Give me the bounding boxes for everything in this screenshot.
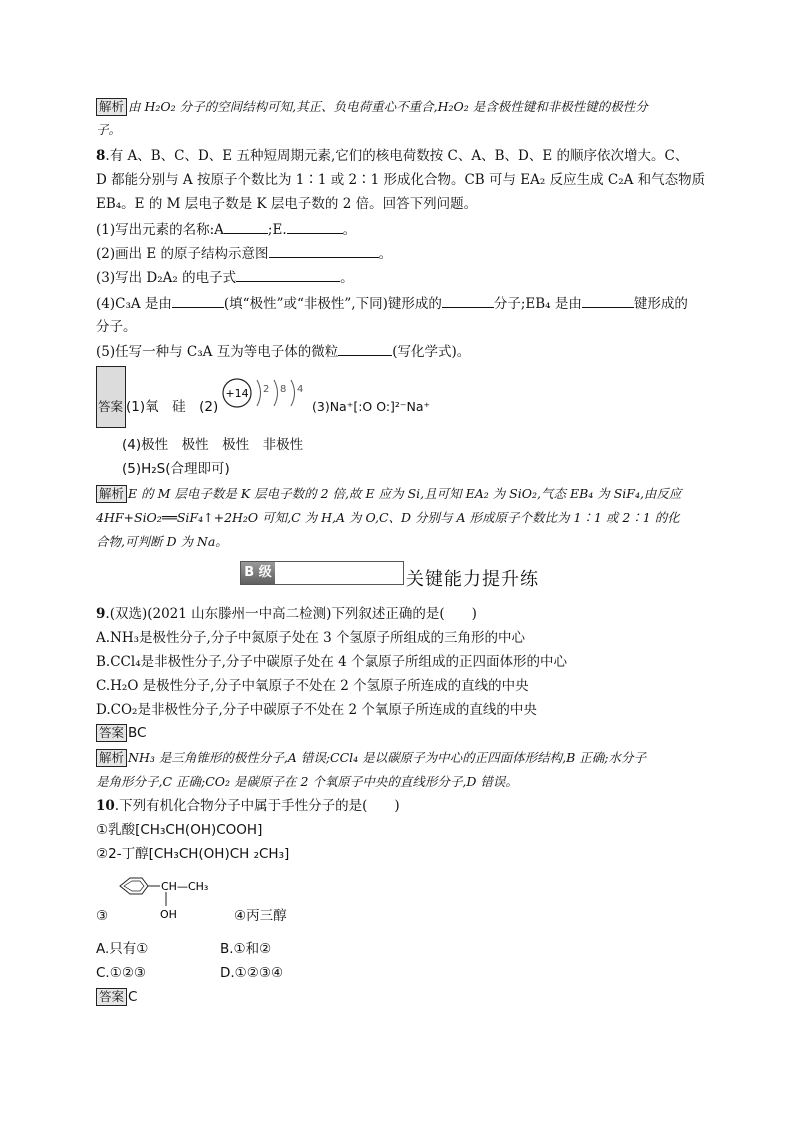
answer-tag: 答案 (98, 399, 124, 414)
answer-blank[interactable] (442, 294, 494, 308)
q10-option-d[interactable]: D.①②③④ (220, 965, 284, 981)
analysis-tag: 解析 (96, 749, 127, 767)
section-title: 关键能力提升练 (406, 569, 539, 590)
q8-sub3-b: 。 (340, 270, 354, 286)
answer-blank[interactable] (236, 268, 340, 282)
q10-answer (96, 988, 137, 1006)
shell-electrons: 8 (280, 384, 287, 395)
analysis-tag: 解析 (96, 98, 127, 116)
q9-option-c[interactable]: C.H₂O 是极性分子,分子中氧原子不处在 2 个氢原子所连成的直线的中央 (96, 678, 529, 694)
struct-ch: CH—CH₃ (161, 880, 209, 893)
answer-tag-box (96, 366, 126, 428)
q8-sub2-a: (2)画出 E 的原子结构示意图 (96, 246, 269, 262)
analysis-text: 由 H₂O₂ 分子的空间结构可知,其正、负电荷重心不重合,H₂O₂ 是含极性键和非极性键的极性分 (128, 99, 648, 114)
q8-sub5-a: (5)任写一种与 C₃A 互为等电子体的微粒 (96, 344, 339, 360)
q10-stem-text: .下列有机化合物分子中属于手性分子的是( ) (114, 798, 400, 814)
answer-blank[interactable] (224, 220, 268, 234)
structure-formula-3 (110, 872, 220, 922)
q7-analysis-cont: 子。 (96, 122, 122, 137)
q8-sub2 (96, 244, 392, 263)
q10-item-2: ②2-丁醇[CH₃CH(OH)CH ₂CH₃] (96, 846, 290, 862)
shell-electrons: 4 (297, 384, 304, 395)
q8-analysis-line3: 合物,可判断 D 为 Na。 (96, 534, 228, 549)
q8-sub4 (96, 294, 688, 313)
q8-sub5 (96, 342, 470, 361)
q8-analysis-line2: 4HF+SiO₂══SiF₄↑+2H₂O 可知,C 为 H,A 为 O,C、D 分别与 A 形成原子个数比为 1∶1 或 2∶1 的化 (96, 510, 680, 525)
q10-item-3-label: ③ (96, 908, 109, 924)
q9-option-a[interactable]: A.NH₃是极性分子,分子中氮原子处在 3 个氢原子所组成的三角形的中心 (96, 630, 525, 646)
q9-option-b[interactable]: B.CCl₄是非极性分子,分子中碳原子处在 4 个氯原子所组成的正四面体形的中心 (96, 654, 568, 670)
q9-stem (96, 605, 477, 623)
struct-oh: OH (160, 908, 177, 921)
q8-answer-line3: (5)H₂S(合理即可) (122, 461, 230, 477)
shell-electrons: 2 (263, 384, 270, 395)
answer-blank[interactable] (172, 294, 224, 308)
q9-option-d[interactable]: D.CO₂是非极性分子,分子中碳原子不处在 2 个氧原子所连成的直线的中央 (96, 702, 537, 718)
nucleus-charge: +14 (225, 387, 249, 400)
shell-arc (257, 380, 261, 406)
answer-text: BC (128, 725, 147, 741)
q8-sub3 (96, 268, 354, 287)
answer-blank[interactable] (269, 244, 379, 258)
q7-analysis (96, 98, 648, 116)
q8-sub4-b: (填“极性”或“非极性”,下同)键形成的 (223, 296, 442, 312)
analysis-tag: 解析 (96, 485, 127, 503)
answer-text: C (128, 989, 138, 1005)
q8-stem-line1 (96, 147, 688, 165)
q10-item-1: ①乳酸[CH₃CH(OH)COOH] (96, 822, 263, 838)
q8-sub4-cont: 分子。 (96, 319, 137, 335)
q8-stem-line2: D 都能分别与 A 按原子个数比为 1∶1 或 2∶1 形成化合物。CB 可与 EA₂ 反应生成 C₂A 和气态物质 (96, 172, 706, 188)
q8-text-1: .有 A、B、C、D、E 五种短周期元素,它们的核电荷数按 C、A、B、D、E 的顺序依次增大。C、 (105, 148, 689, 164)
q10-option-c[interactable]: C.①②③ (96, 965, 147, 981)
shell-arc (291, 380, 295, 406)
q8-sub3-a: (3)写出 D₂A₂ 的电子式 (96, 270, 237, 286)
q8-sub4-c: 分子;EB₄ 是由 (493, 296, 582, 312)
question-number: 8 (96, 148, 106, 164)
analysis-text: E 的 M 层电子数是 K 层电子数的 2 倍,故 E 应为 Si,且可知 EA₂ 为 SiO₂,气态 EB₄ 为 SiF₄,由反应 (128, 486, 682, 501)
q10-stem (96, 797, 400, 815)
q9-analysis-line1 (96, 749, 646, 767)
answer-blank[interactable] (582, 294, 634, 308)
q9-analysis-line2: 是角形分子,C 正确;CO₂ 是碳原子在 2 个氧原子中央的直线形分子,D 错误。 (96, 774, 518, 789)
q8-sub4-d: 键形成的 (633, 296, 688, 312)
q8-sub5-b: (写化学式)。 (392, 344, 471, 360)
q8-sub1-a: (1)写出元素的名称:A (96, 222, 224, 238)
shell-arc (274, 380, 278, 406)
q10-item-4: ④丙三醇 (234, 908, 287, 924)
answer-blank[interactable] (338, 342, 392, 356)
q10-option-b[interactable]: B.①和② (220, 941, 272, 957)
q8-sub4-a: (4)C₃A 是由 (96, 296, 172, 312)
q8-answer-line2: (4)极性 极性 极性 非极性 (122, 437, 304, 453)
atom-structure-diagram (220, 376, 310, 410)
answer-tag: 答案 (96, 988, 127, 1006)
q8-answer-line1 (96, 398, 218, 416)
benzene-inner (124, 881, 144, 891)
answer-part1: (1)氧 硅 (2) (126, 399, 219, 415)
electron-formula: (3)Na⁺[:O O:]²⁻Na⁺ (312, 399, 431, 414)
question-number: 9 (96, 606, 106, 622)
question-number: 10 (96, 798, 115, 814)
q8-sub1 (96, 220, 356, 239)
q8-analysis-line1 (96, 485, 681, 503)
q9-answer (96, 724, 146, 742)
q8-sub1-b: ;E. (267, 222, 287, 238)
analysis-text: NH₃ 是三角锥形的极性分子,A 错误;CCl₄ 是以碳原子为中心的正四面体形结构,B 正确;水分子 (128, 750, 646, 765)
q9-stem-text: .(双选)(2021 山东滕州一中高二检测)下列叙述正确的是( ) (105, 606, 477, 622)
q8-stem-line3: EB₄。E 的 M 层电子数是 K 层电子数的 2 倍。回答下列问题。 (96, 196, 478, 212)
q8-sub2-b: 。 (378, 246, 393, 262)
q10-option-a[interactable]: A.只有① (96, 941, 149, 957)
q8-sub1-c: 。 (342, 222, 357, 238)
answer-tag: 答案 (96, 724, 127, 742)
answer-blank[interactable] (287, 220, 343, 234)
section-level-badge: B 级 (241, 562, 275, 584)
section-header-box (240, 561, 404, 585)
